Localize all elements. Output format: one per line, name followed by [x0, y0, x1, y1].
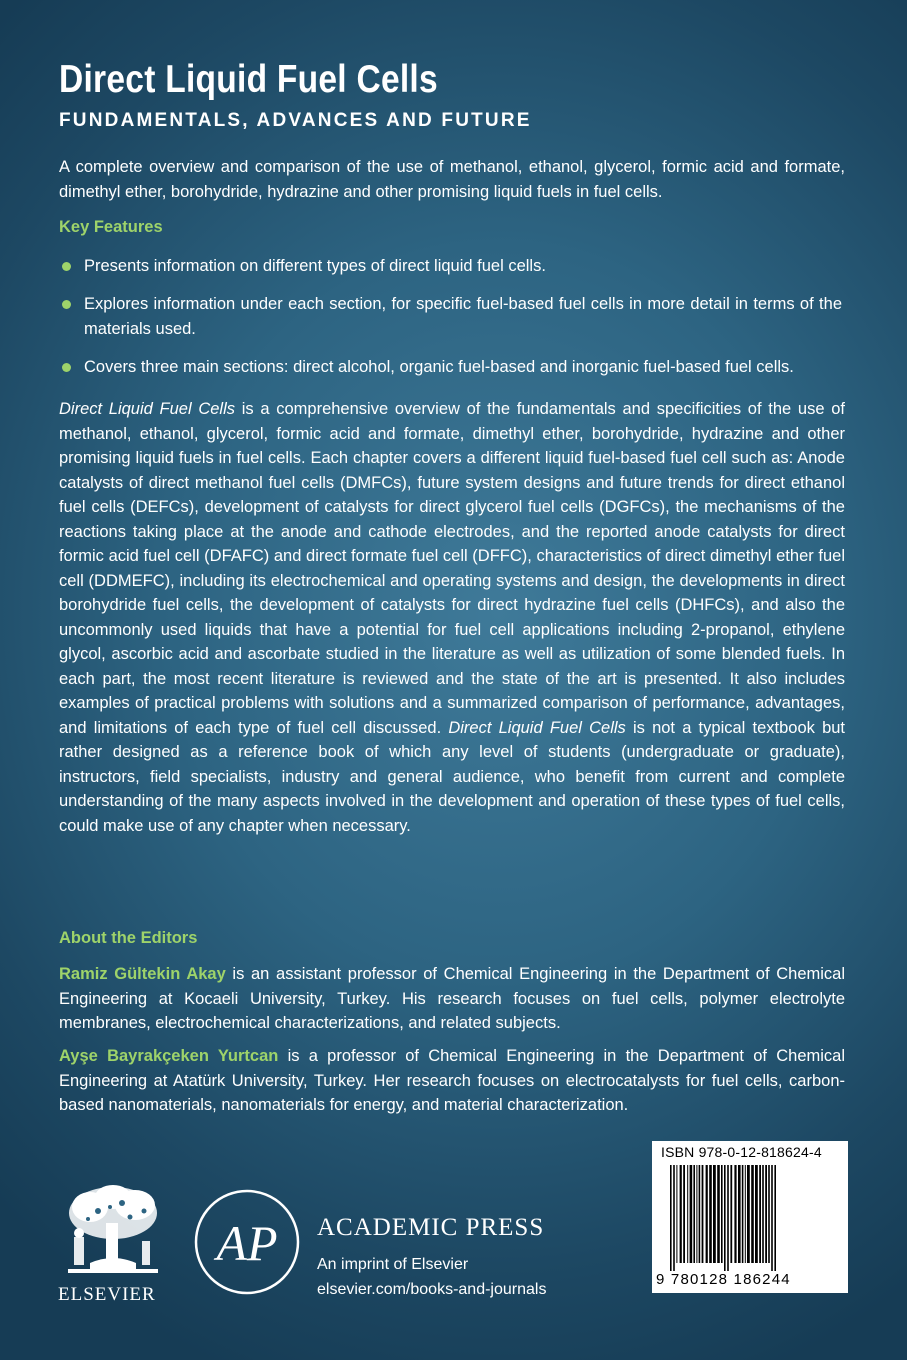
academic-press-ap-logo	[193, 1188, 301, 1296]
publisher-url: elsevier.com/books-and-journals	[317, 1281, 547, 1298]
barcode-bar	[759, 1165, 761, 1263]
barcode-bar	[747, 1165, 750, 1263]
editor-bio: Ayşe Bayrakçeken Yurtcan is a professor of Chemical Engineering in the Department of Chemical Engineering at Atatürk University, Turkey. Her research focuses on electrocatalysts for fuel cells, carbon-based nanomaterials, nanomaterials for energy, and material characterization.	[59, 1047, 845, 1114]
barcode-bar	[771, 1165, 773, 1271]
barcode-bar	[709, 1165, 712, 1263]
barcode-bar	[721, 1165, 723, 1263]
barcode-bar	[706, 1165, 708, 1263]
academic-press-name: ACADEMIC PRESS	[317, 1214, 545, 1241]
barcode-bar	[673, 1165, 675, 1271]
barcode-bar	[742, 1165, 744, 1263]
barcode-bar	[755, 1165, 758, 1263]
about-editors-heading: About the Editors	[59, 929, 198, 947]
imprint-line: An imprint of Elsevier	[317, 1256, 469, 1273]
barcode-bar	[768, 1165, 770, 1263]
barcode-bar	[717, 1165, 720, 1263]
editor-name: Ayşe Bayrakçeken Yurtcan	[59, 1047, 279, 1065]
barcode-bar	[693, 1165, 695, 1263]
svg-text:AP: AP	[216, 1215, 278, 1271]
isbn-label: ISBN 978-0-12-818624-4	[661, 1144, 822, 1160]
book-title-italic: Direct Liquid Fuel Cells	[59, 400, 236, 418]
barcode-bar	[751, 1165, 754, 1263]
barcode-bar	[687, 1165, 688, 1263]
barcode-number: 9 780128 186244	[656, 1271, 791, 1288]
editor-bio: Ramiz Gültekin Akay is an assistant professor of Chemical Engineering in the Department of Chemical Engineering at Kocaeli University, Turkey. His research focuses on fuel cells, polymer electrolyte membranes, electrochemical characterizations, and related subjects.	[59, 965, 845, 1032]
elsevier-tree-logo	[60, 1183, 166, 1275]
book-title-italic: Direct Liquid Fuel Cells	[448, 718, 626, 737]
barcode-bar	[738, 1165, 741, 1263]
elsevier-wordmark: ELSEVIER	[58, 1284, 156, 1305]
barcode-bar	[683, 1165, 685, 1263]
editor-name: Ramiz Gültekin Akay	[59, 965, 226, 983]
intro-paragraph: A complete overview and comparison of the use of methanol, ethanol, glycerol, formic acid and formate, dimethyl ether, borohydride, hydrazine and other promising liquid fuels in fuel cells.	[59, 158, 845, 201]
barcode-bar	[670, 1165, 672, 1271]
barcode-bar	[724, 1165, 726, 1271]
key-features-heading: Key Features	[59, 218, 163, 236]
description-paragraph: Direct Liquid Fuel Cells is a comprehensive overview of the fundamentals and specificities of the use of methanol, ethanol, glycerol, formic acid and formate, dimethyl ether, borohydride, hydrazine and other promising liquid fuels in fuel cells. Each chapter covers a different liquid fuel-based fuel cell such as: Anode catalysts of direct methanol fuel cells (DMFCs), future system designs and future trends for direct ethanol fuel cells (DEFCs), development of catalysts for direct glycerol fuel cells (DGFCs), the mechanisms of the reactions taking place at the anode and cathode electrodes, and the reported anode catalysts for direct formic acid fuel cell (DFAFC) and direct formate fuel cell (DFFC), characteristics of direct dimethyl ether fuel cell (DDMEFC), including its electrochemical and operating systems and design, the developments in direct borohydride fuel cells, the development of catalysts for direct hydrazine fuel cells (DHFCs), and also the uncommonly used liquids that have a potential for fuel cell applications including 2-propanol, ethylene glycol, ascorbic acid and ascorbate studied in the literature as well as utilization of some blended fuels. In each part, the most recent literature is reviewed and the state of the art is presented. It also includes examples of practical problems with solutions and a summarized comparison of performance, advantages, and limitations of each type of fuel cell discussed. Direct Liquid Fuel Cells is not a typical textbook but rather designed as a reference book of which any level of students (undergraduate or graduate), instructors, field specialists, industry and general audience, who benefit from current and complete understanding of the many aspects involved in the development and operation of these types of fuel cells, could make use of any chapter when necessary.	[59, 400, 846, 835]
bullet-dot-icon	[62, 363, 71, 372]
barcode-bar	[765, 1165, 767, 1263]
feature-item: Presents information on different types of direct liquid fuel cells.	[62, 254, 842, 279]
barcode-bar	[730, 1165, 732, 1263]
book-title: Direct Liquid Fuel Cells	[59, 58, 438, 101]
bullet-dot-icon	[62, 300, 71, 309]
barcode-bar	[745, 1165, 746, 1263]
barcode-bar	[702, 1165, 704, 1263]
barcode-bar	[713, 1165, 716, 1263]
barcode-bar	[774, 1165, 776, 1271]
feature-item: Explores information under each section, for specific fuel-based fuel cells in more detail in terms of the materials used.	[62, 292, 842, 341]
bullet-dot-icon	[62, 262, 71, 271]
barcode-bar	[699, 1165, 701, 1263]
feature-item: Covers three main sections: direct alcohol, organic fuel-based and inorganic fuel-based fuel cells.	[62, 355, 842, 380]
barcode-bar	[696, 1165, 697, 1263]
barcode-bar	[676, 1165, 677, 1263]
barcode-bar	[727, 1165, 729, 1271]
barcode-bar	[690, 1165, 693, 1263]
book-subtitle: FUNDAMENTALS, ADVANCES AND FUTURE	[59, 110, 532, 131]
barcode-bar	[680, 1165, 682, 1263]
barcode-bar	[734, 1165, 736, 1263]
barcode-bars	[670, 1165, 840, 1271]
isbn-barcode	[652, 1141, 848, 1293]
barcode-bar	[762, 1165, 764, 1263]
